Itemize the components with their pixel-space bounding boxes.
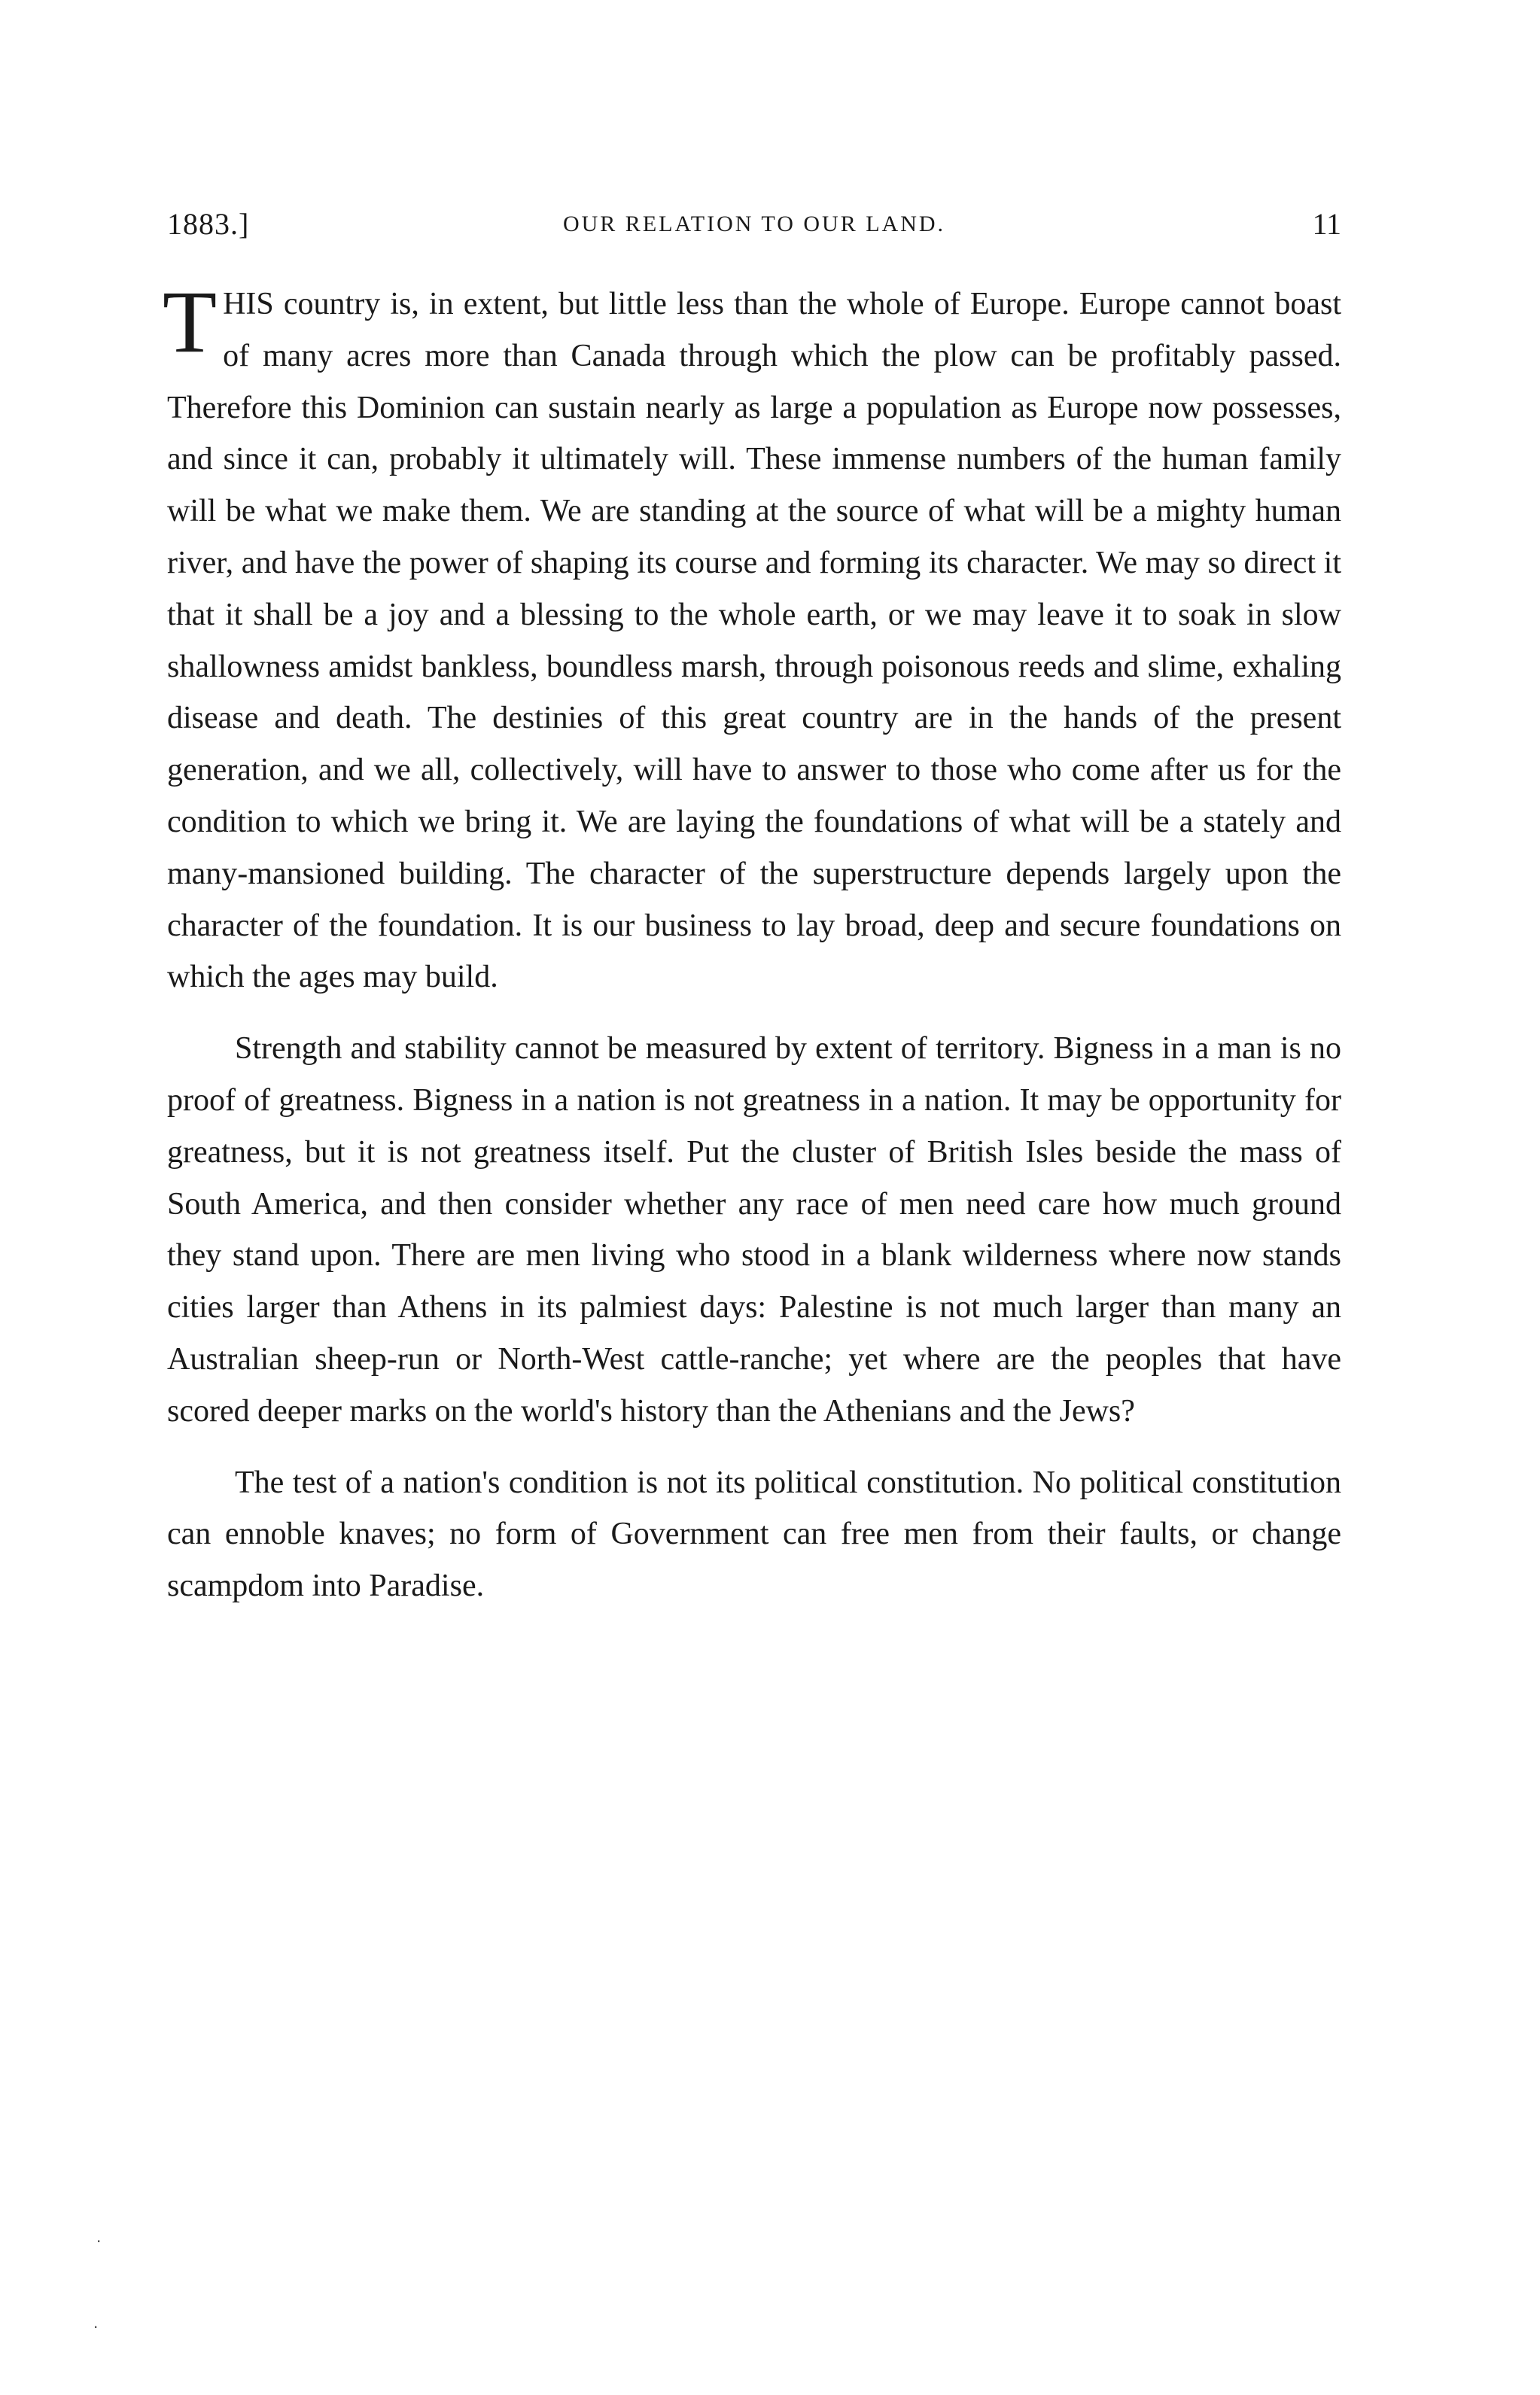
margin-mark: . — [96, 2228, 102, 2246]
book-page — [163, 202, 1341, 1612]
paragraph-1 — [163, 272, 1341, 1003]
body-text — [163, 272, 1341, 1612]
margin-mark: · — [93, 2318, 99, 2336]
header-title: OUR RELATION TO OUR LAND. — [562, 212, 946, 236]
running-head — [167, 202, 1341, 247]
paragraph-1-text: HIS country is, in extent, but little less than the whole of Europe. Europe cannot boast of many acres more than Canada through which the plow can be profitably passed. Therefore this Dominion can sustain nearly as large a population as Europe now possesses, and since it can, probably it ultimately will. These immense numbers of the human family will be what we make them. We are standing at the source of what will be a mighty human river, and have the power of shaping its course and forming its character. We may so direct it that it shall be a joy and a blessing to the whole earth, or we may leave it to soak in slow shallowness amidst bankless, boundless marsh, through poisonous reeds and slime, exhaling disease and death. The destinies of this great country are in the hands of the present generation, and we all, collectively, will have to answer to those who come after us for the condition to which we bring it. We are laying the foundations of what will be a stately and many-mansioned building. The character of the superstructure depends largely upon the character of the foundation. It is our business to lay broad, deep and secure foundations on which the ages may build. — [167, 287, 1341, 995]
paragraph-2: Strength and stability cannot be measured by extent of territory. Bigness in a man is no proof of greatness. Bigness in a nation is not greatness in a nation. It may be opportunity for greatness, but it is not greatness itself. Put the cluster of British Isles beside the mass of South America, and then consider whether any race of men need care how much ground they stand upon. There are men living who stood in a blank wilderness where now stands cities larger than Athens in its palmiest days: Palestine is not much larger than many an Australian sheep-run or North-West cattle-ranche; yet where are the peoples that have scored deeper marks on the world's history than the Athenians and the Jews? — [167, 1031, 1341, 1429]
header-year: 1883.] — [167, 207, 250, 241]
drop-cap: T — [163, 272, 218, 371]
page-number: 11 — [1312, 207, 1341, 241]
paragraph-3: The test of a nation's condition is not its political constitution. No political constitution can ennoble knaves; no form of Government can free men from their faults, or change scampdom into Paradise. — [167, 1465, 1341, 1604]
